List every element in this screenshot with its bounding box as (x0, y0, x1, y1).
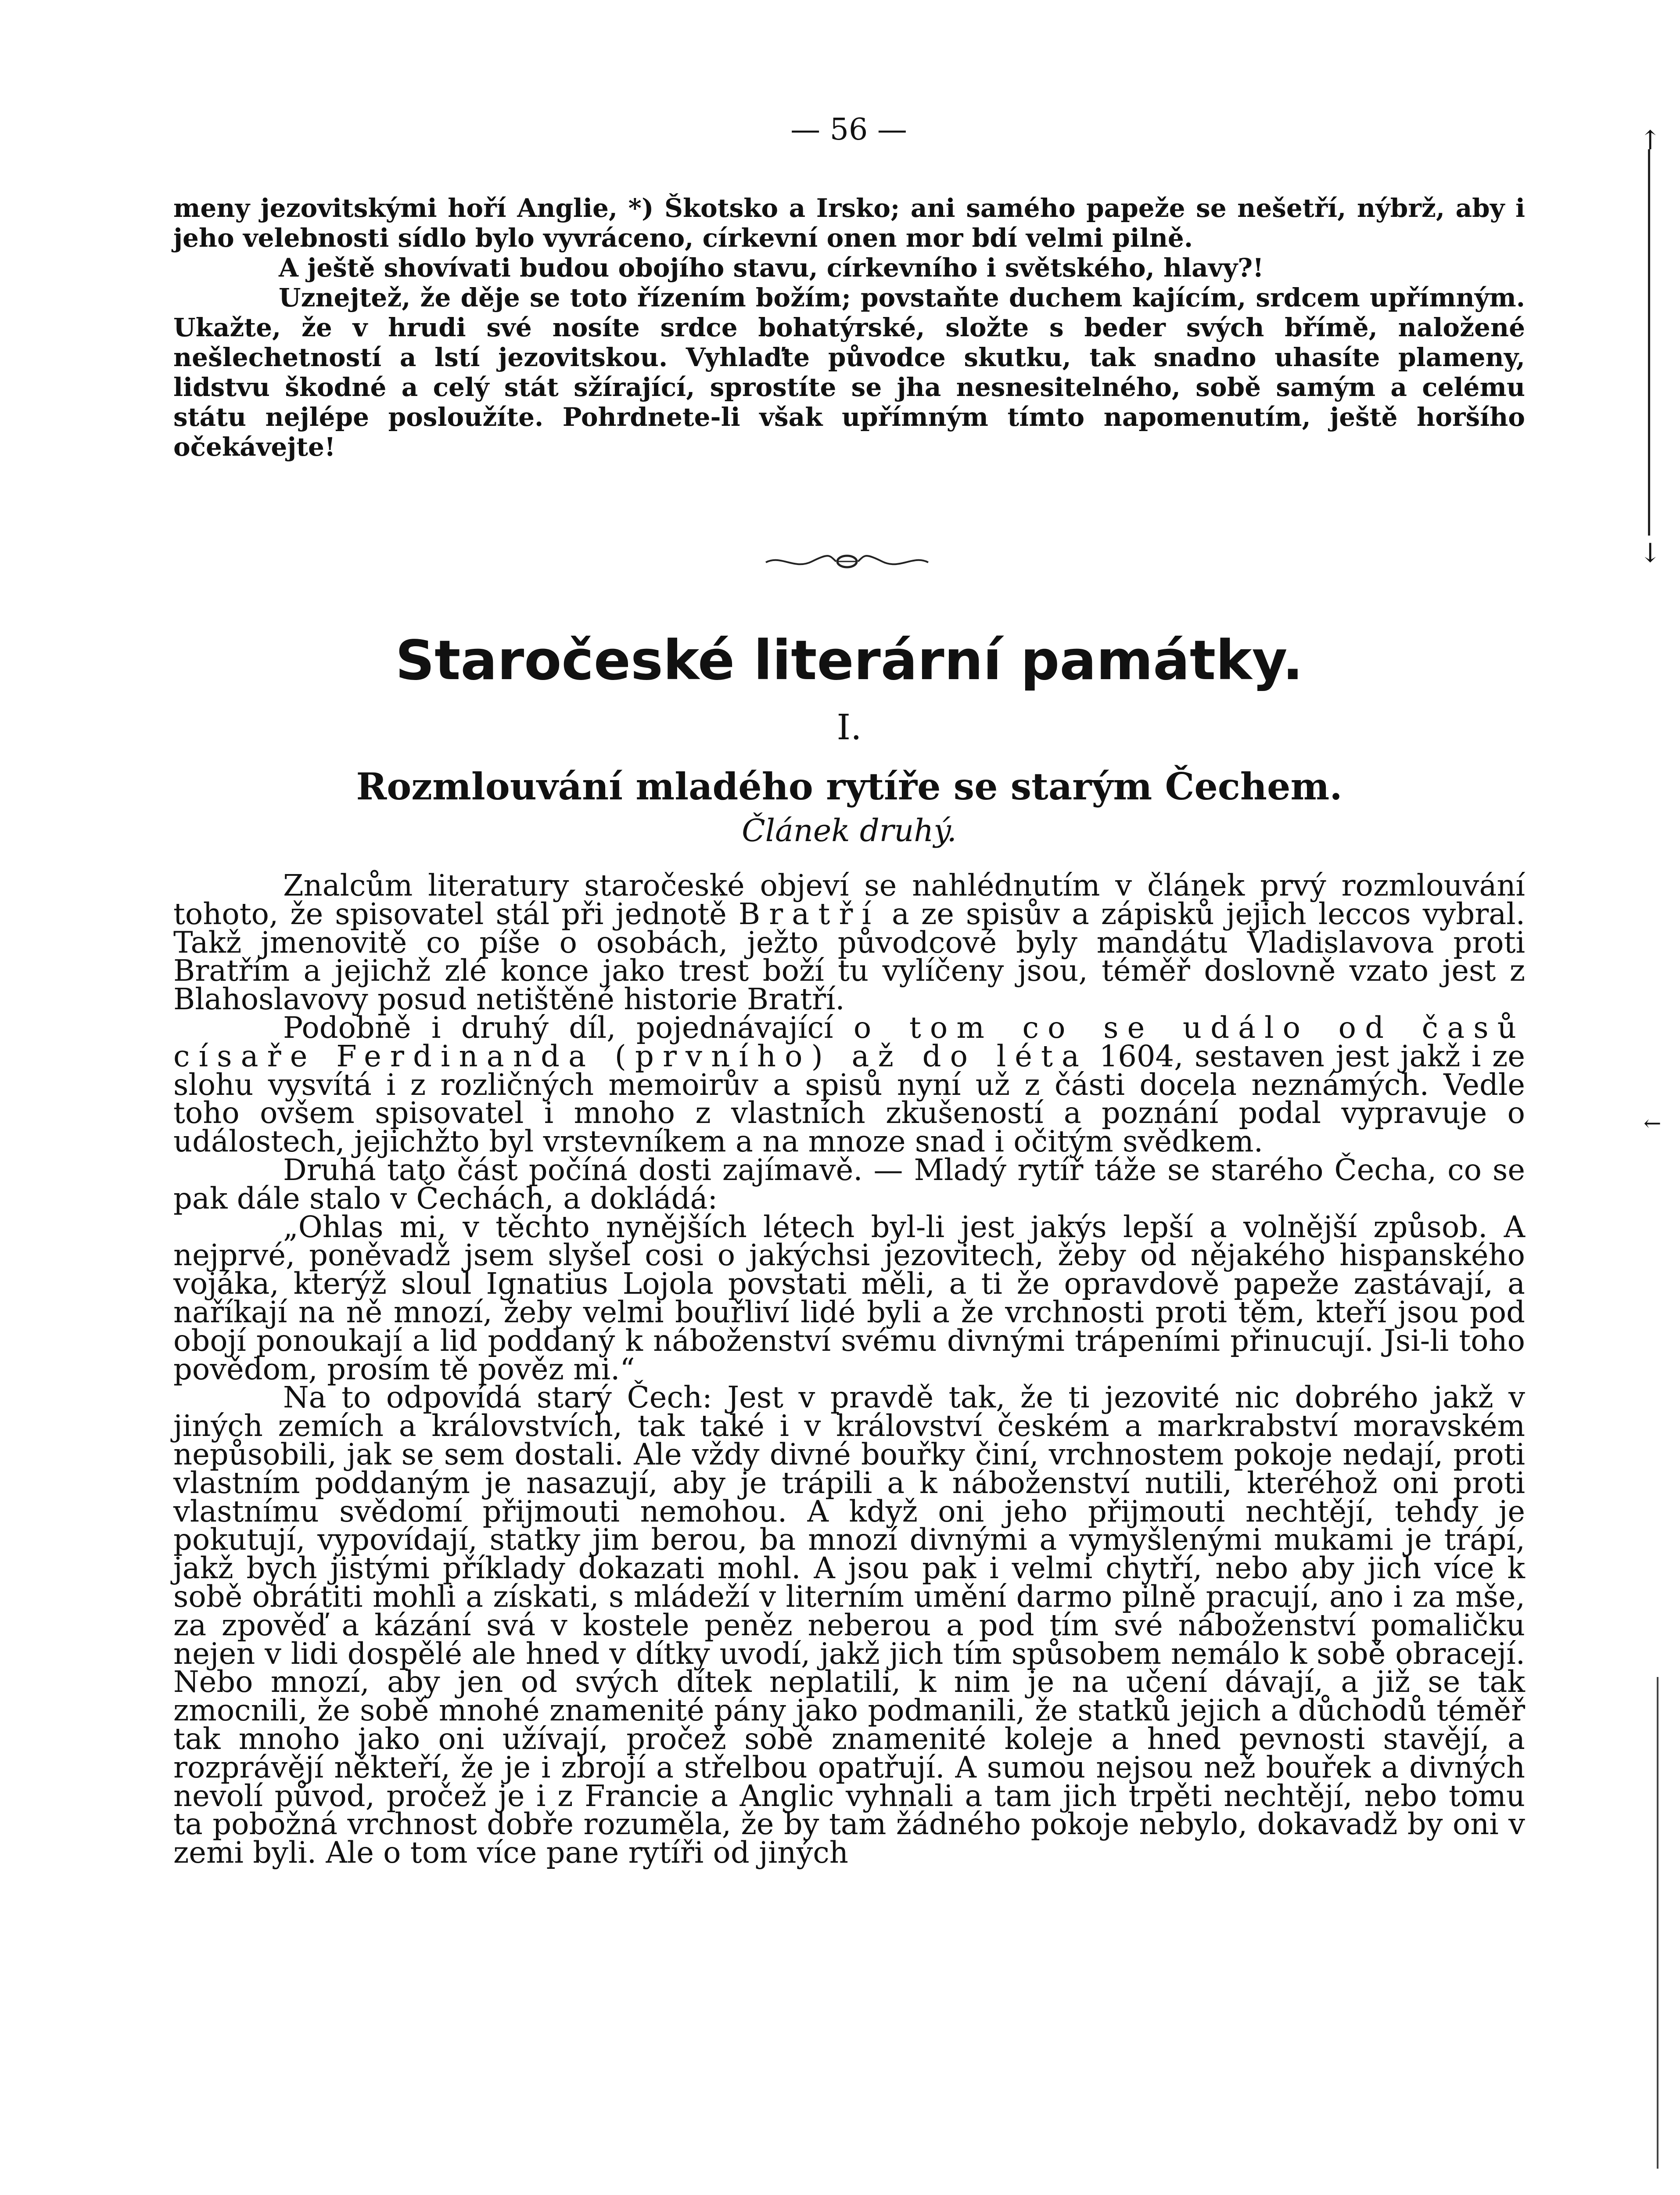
body-text-spaced: o tom co se událo od časů císaře Ferdinanda (prvního) až do léta (173, 1010, 1525, 1073)
ornament-divider-icon (764, 551, 930, 572)
intro-text (173, 193, 1525, 462)
body-paragraph (173, 868, 1525, 1017)
article-title: Rozmlouvání mladého rytíře se starým Čechem. (356, 765, 1343, 808)
body-paragraph: Druhá tato část počíná dosti zajímavě. — Mladý rytíř táže se starého Čecha, co se pak dále stalo v Čechách, a dokládá: (173, 1152, 1525, 1216)
arrow-down-icon: ↓ (1639, 538, 1662, 569)
article-part: Článek druhý. (742, 813, 957, 849)
intro-paragraph: meny jezovitskými hoří Anglie, *) Škotsko a Irsko; ani samého papeže se nešetří, nýbrž, aby i jeho velebnosti sídlo bylo vyvráceno, církevní onen mor bdí velmi pilně. (173, 193, 1525, 253)
body-text: 1604, sestaven jest jakž i ze slohu vysvítá i z rozličných memoirův a spisů nyní už z části docela neznámých. Vedle toho ovšem spisovatel i mnoho z vlastních zkušeností a poznání podal vypravuje o událostech, jejichžto byl vrstevníkem a na mnoze snad i očitým svědkem. (173, 1039, 1525, 1159)
margin-line (1648, 149, 1650, 536)
intro-paragraph: A ještě shovívati budou obojího stavu, církevního i světského, hlavy?! (279, 253, 1264, 283)
body-text: Znalcům literatury staročeské objeví se nahlédnutím v článek prvý rozmlouvání tohoto, že spisovatel stál při jednotě (173, 868, 1525, 931)
body-paragraph: „Ohlas mi, v těchto nynějších létech byl-li jest jakýs lepší a volnější způsob. A nejprvé, poněvadž jsem slyšel cosi o jakýchsi jezovitech, žeby od nějakého hispanského vojáka, kterýž sloul Ignatius Lojola povstati měli, a ti že opravdově papeže zastávají, a naříkají na ně mnozí, žeby velmi bouřliví lidé byli a že vrchnosti proti těm, kteří jsou pod obojí ponoukají a lid poddaný k náboženství svému divnými trápeními přinucují. Jsi-li toho povědom, prosím tě pověz mi.“ (173, 1209, 1525, 1386)
arrow-up-icon: ↑ (1639, 125, 1662, 156)
body-text-spaced: Bratří (738, 896, 880, 931)
margin-line (1657, 1677, 1658, 2169)
body-text: a ze spisův a zápisků jejich leccos vybral. Takž jmenovitě co píše o osobách, ježto původcové byly mandátu Vladislavova proti Bratřím a jejichž zlé konce jako trest boží tu vylíčeny jsou, téměř doslovně vzato jest z Blahoslavovy posud netištěné historie Bratří. (173, 896, 1525, 1017)
article-body (173, 868, 1525, 1870)
section-number: I. (836, 707, 862, 748)
page-number: — 56 — (790, 112, 907, 147)
arrow-left-icon: ← (1644, 1111, 1662, 1136)
body-text: Podobně i druhý díl, pojednávající (283, 1010, 833, 1045)
body-paragraph: Na to odpovídá starý Čech: Jest v pravdě tak, že ti jezovité nic dobrého jakž v jiných zemích a královstvích, tak také i v království českém a markrabství moravském nepůsobili, jak se sem dostali. Ale vždy divné bouřky činí, vrchnostem pokoje nedají, proti vlastním poddaným je nasazují, aby je trápili a k náboženství nutili, kteréhož oni proti vlastnímu svědomí přijmouti nemohou. A když oni jeho přijmouti nechtějí, tehdy je pokutují, vypovídají, statky jim berou, ba mnozí divnými a vymyšlenými mukami je trápí, jakž bych jistými příklady dokazati mohl. A jsou pak i velmi chytří, nebo aby jich více k sobě obrátiti mohli a získati, s mládeží v literním umění darmo pilně pracují, ano i za mše, za zpověď a kázání svá v kostele peněz neberou a pod tím své náboženství pomaličku nejen v lidi dospělé ale hned v dítky uvodí, jakž jich tím spůsobem nemálo k sobě obracejí. Nebo mnozí, aby jen od svých dítek neplatili, k nim je na učení dávají, a již se tak zmocnili, že sobě mnohé znamenité pány jako podmanili, že statků jejich a důchodů téměř tak mnoho jako oni užívají, pročež sobě znamenité koleje a hned pevnosti stavějí, a rozprávějí někteří, že je i zbrojí a střelbou opatřují. A sumou nejsou než bouřek a divných nevolí původ, pročež je i z Francie a Anglic vyhnali a tam jich trpěti nechtějí, nebo tomu ta pobožná vrchnost dobře rozuměla, že by tam žádného pokoje nebylo, dokavadž by oni v zemi byli. Ale o tom více pane rytíři od jiných (173, 1380, 1525, 1870)
intro-paragraph: Uznejtež, že děje se toto řízením božím; povstaňte duchem kajícím, srdcem upřímným. Ukažte, že v hrudi své nosíte srdce bohatýrské, složte s beder svých břímě, naložené nešlechetností a lstí jezovitskou. Vyhlaďte původce skutku, tak snadno uhasíte plameny, lidstvu škodné a celý stát sžírající, sprostíte se jha nesnesitelného, sobě samým a celému státu nejlépe posloužíte. Pohrdnete-li však upřímným tímto napomenutím, ještě horšího očekávejte! (173, 283, 1525, 462)
body-paragraph (173, 1010, 1525, 1159)
section-heading: Staročeské literární památky. (395, 629, 1303, 692)
